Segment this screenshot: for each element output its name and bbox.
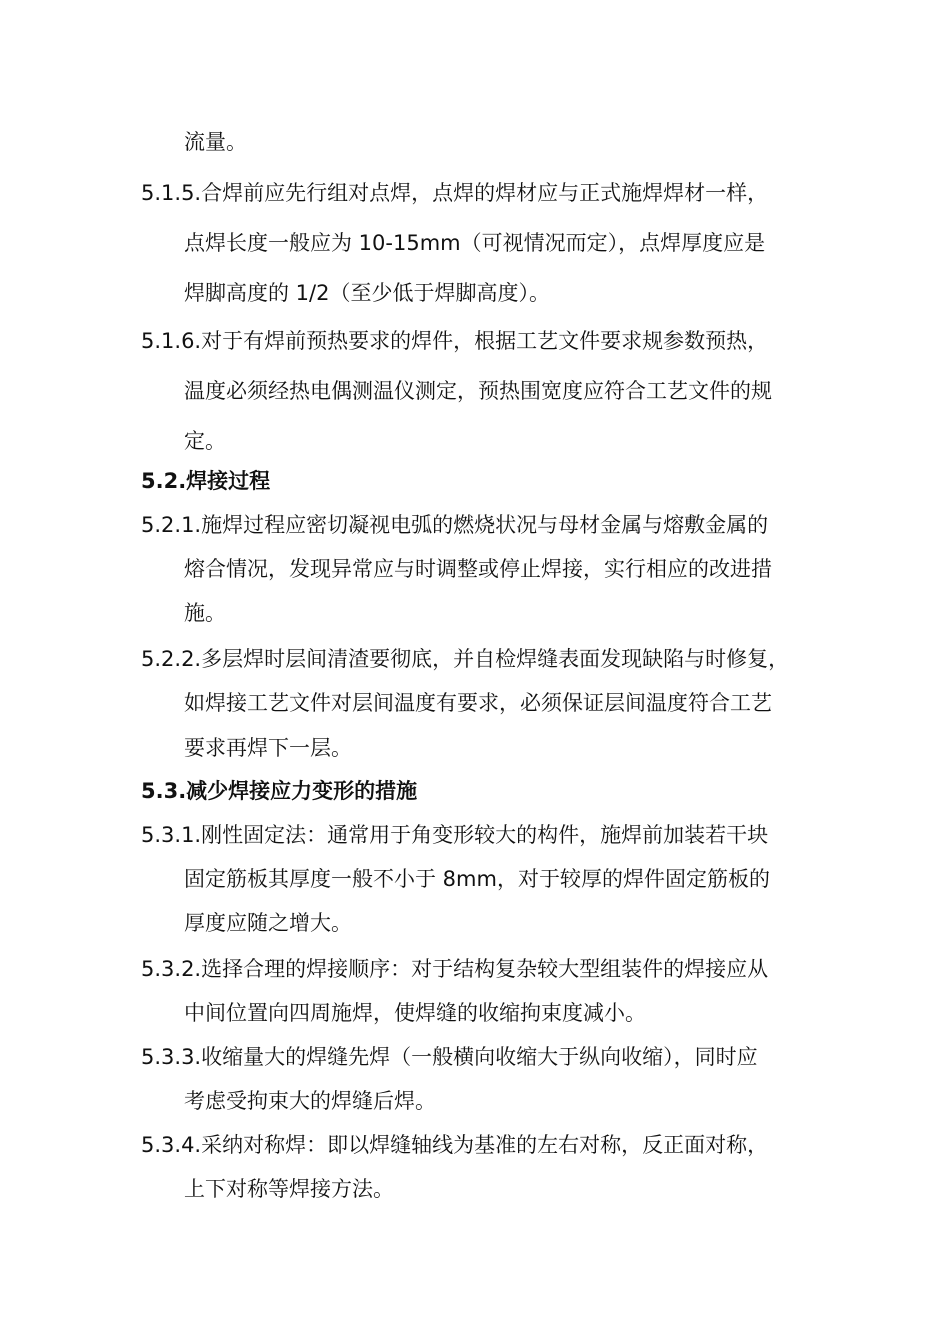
- clause-line: 定。: [184, 429, 226, 453]
- clause-line: 如焊接工艺文件对层间温度有要求，必须保证层间温度符合工艺: [184, 691, 772, 715]
- section-heading-5-2: 5.2.焊接过程: [141, 469, 271, 493]
- clause-line: 温度必须经热电偶测温仪测定，预热围宽度应符合工艺文件的规: [184, 379, 772, 403]
- clause-line: 5.3.1.刚性固定法：通常用于角变形较大的构件，施焊前加装若干块: [141, 823, 769, 847]
- clause-line: 上下对称等焊接方法。: [184, 1177, 394, 1201]
- clause-line: 5.2.2.多层焊时层间清渣要彻底，并自检焊缝表面发现缺陷与时修复，: [141, 647, 790, 671]
- clause-line: 5.1.5.合焊前应先行组对点焊，点焊的焊材应与正式施焊焊材一样，: [141, 181, 769, 205]
- clause-line: 厚度应随之增大。: [184, 911, 352, 935]
- clause-line: 考虑受拘束大的焊缝后焊。: [184, 1089, 436, 1113]
- clause-line: 中间位置向四周施焊，使焊缝的收缩拘束度减小。: [184, 1001, 646, 1025]
- clause-line: 点焊长度一般应为 10-15mm（可视情况而定），点焊厚度应是: [184, 231, 766, 255]
- paragraph-continuation: 流量。: [184, 130, 247, 154]
- clause-line: 熔合情况，发现异常应与时调整或停止焊接，实行相应的改进措: [184, 557, 772, 581]
- clause-line: 5.3.2.选择合理的焊接顺序：对于结构复杂较大型组装件的焊接应从: [141, 957, 769, 981]
- clause-line: 施。: [184, 601, 226, 625]
- clause-line: 固定筋板其厚度一般不小于 8mm，对于较厚的焊件固定筋板的: [184, 867, 770, 891]
- clause-line: 5.3.4.采纳对称焊：即以焊缝轴线为基准的左右对称，反正面对称，: [141, 1133, 769, 1157]
- clause-line: 焊脚高度的 1/2（至少低于焊脚高度）。: [184, 281, 550, 305]
- clause-line: 5.3.3.收缩量大的焊缝先焊（一般横向收缩大于纵向收缩），同时应: [141, 1045, 758, 1069]
- clause-line: 要求再焊下一层。: [184, 736, 352, 760]
- clause-line: 5.1.6.对于有焊前预热要求的焊件，根据工艺文件要求规参数预热，: [141, 329, 769, 353]
- section-heading-5-3: 5.3.减少焊接应力变形的措施: [141, 779, 418, 803]
- clause-line: 5.2.1.施焊过程应密切凝视电弧的燃烧状况与母材金属与熔敷金属的: [141, 513, 769, 537]
